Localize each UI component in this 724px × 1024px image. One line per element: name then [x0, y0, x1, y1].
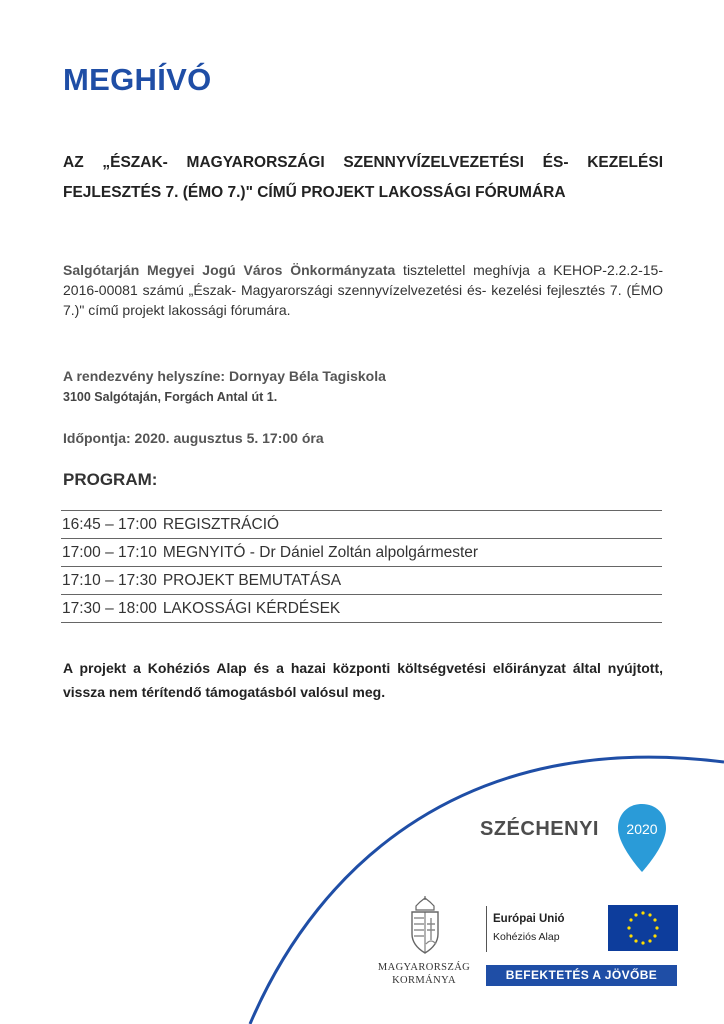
program-label: MEGNYITÓ - Dr Dániel Zoltán alpolgármester: [162, 544, 479, 561]
invest-banner: BEFEKTETÉS A JÖVŐBE: [486, 965, 677, 986]
szechenyi-year: 2020: [626, 821, 658, 837]
szechenyi-logo-text: SZÉCHENYI: [480, 818, 599, 840]
eu-name: Európai Unió: [493, 913, 565, 925]
program-row: [61, 567, 662, 595]
government-name-line2: KORMÁNYA: [392, 975, 456, 986]
program-label: PROJEKT BEMUTATÁSA: [162, 572, 342, 589]
program-row: [61, 595, 662, 623]
program-label: LAKOSSÁGI KÉRDÉSEK: [162, 600, 341, 617]
program-heading: PROGRAM:: [63, 470, 158, 489]
funding-note: A projekt a Kohéziós Alap és a hazai központi költségvetési előirányzat által nyújtott, vissza nem térítendő támogatásból valósul meg.: [63, 660, 663, 700]
organization-name: Salgótarján Megyei Jogú Város Önkormányzata: [63, 262, 396, 278]
eu-fund-name: Kohéziós Alap: [493, 931, 560, 943]
program-time: 17:10 – 17:30: [62, 572, 157, 589]
datetime-line: Időpontja: 2020. augusztus 5. 17:00 óra: [63, 430, 324, 446]
intro-paragraph: [63, 260, 663, 320]
intro-text: tisztelettel meghívja a KEHOP-2.2.2-15-2016-00081 számú „Észak- Magyarországi szennyvízelvezetési és- kezelési fejlesztés 7. (ÉMO 7.)" című projekt lakossági fórumára.: [63, 262, 663, 318]
program-row: [61, 511, 662, 539]
program-label: REGISZTRÁCIÓ: [162, 516, 280, 533]
event-subtitle: AZ „ÉSZAK- MAGYARORSZÁGI SZENNYVÍZELVEZETÉSI ÉS- KEZELÉSI FEJLESZTÉS 7. (ÉMO 7.)" CÍMŰ PROJEKT LAKOSSÁGI FÓRUMÁRA: [63, 154, 663, 201]
venue-line: A rendezvény helyszíne: Dornyay Béla Tagiskola: [63, 368, 386, 384]
hungarian-coat-of-arms-icon: [404, 896, 446, 956]
eu-divider: [486, 906, 487, 952]
page-title: MEGHÍVÓ: [63, 62, 212, 97]
szechenyi-pin-icon: [616, 802, 668, 874]
program-table: [61, 510, 662, 623]
government-name: [372, 961, 476, 987]
address-line: 3100 Salgótaján, Forgách Antal út 1.: [63, 390, 278, 404]
program-row: [61, 539, 662, 567]
government-name-line1: MAGYARORSZÁG: [377, 962, 471, 973]
program-time: 17:00 – 17:10: [62, 544, 157, 561]
program-time: 17:30 – 18:00: [62, 600, 157, 617]
program-time: 16:45 – 17:00: [62, 516, 157, 533]
eu-flag-icon: [608, 905, 678, 951]
